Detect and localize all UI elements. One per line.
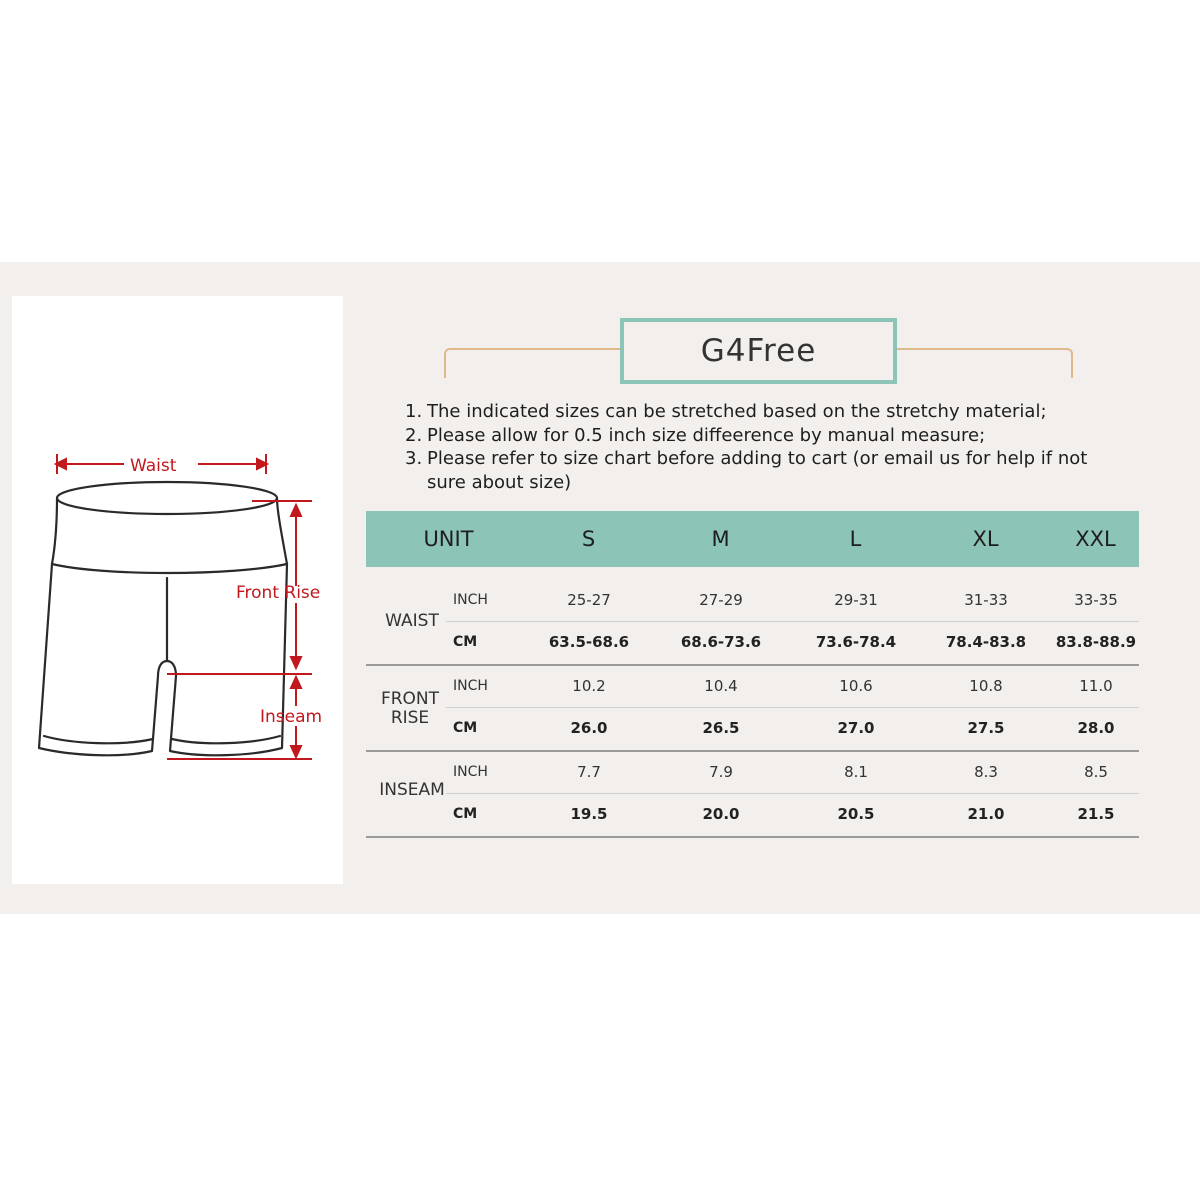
note-text: The indicated sizes can be stretched based on the stretchy material; <box>427 401 1047 422</box>
value-cell: 83.8-88.9 <box>1055 633 1137 651</box>
table-group-waist <box>366 580 1139 666</box>
value-cell: 7.7 <box>577 763 601 781</box>
value-cell: 27-29 <box>699 591 743 609</box>
header-size-m: M <box>711 527 730 551</box>
brand-name: G4Free <box>700 333 817 369</box>
group-name: WAIST <box>385 611 439 631</box>
value-cell: 10.4 <box>704 677 738 695</box>
value-cell: 78.4-83.8 <box>945 633 1027 651</box>
table-row <box>446 622 1139 663</box>
note-text: Please refer to size chart before adding to cart (or email us for help if not sure about size) <box>427 448 1088 493</box>
note-text: Please allow for 0.5 inch size diffeerence by manual measure; <box>427 424 986 446</box>
value-cell: 25-27 <box>567 591 611 609</box>
unit-cell: CM <box>453 634 478 650</box>
value-cell: 33-35 <box>1074 591 1118 609</box>
value-cell: 8.1 <box>844 763 868 781</box>
value-cell: 63.5-68.6 <box>548 633 630 651</box>
value-cell: 29-31 <box>834 591 878 609</box>
value-cell: 19.5 <box>570 805 608 823</box>
value-cell: 7.9 <box>709 763 733 781</box>
table-row <box>446 580 1139 622</box>
unit-cell: INCH <box>453 592 488 608</box>
unit-cell: CM <box>453 806 478 822</box>
header-size-l: L <box>849 527 862 551</box>
value-cell: 26.5 <box>702 719 740 737</box>
value-cell: 21.5 <box>1077 805 1115 823</box>
size-notes <box>405 400 1125 494</box>
waist-label: Waist <box>130 456 177 476</box>
note-item <box>405 400 1125 424</box>
brand-bracket-left <box>444 348 622 378</box>
unit-cell: INCH <box>453 764 488 780</box>
table-group-front-rise <box>366 666 1139 752</box>
shorts-outline <box>39 482 287 755</box>
shorts-diagram-card <box>12 296 343 884</box>
value-cell: 8.5 <box>1084 763 1108 781</box>
table-row <box>446 752 1139 794</box>
inseam-label: Inseam <box>260 707 323 727</box>
value-cell: 21.0 <box>967 805 1005 823</box>
note-number: 3. <box>405 448 423 469</box>
table-row <box>446 794 1139 835</box>
unit-cell: CM <box>453 720 478 736</box>
table-group-inseam <box>366 752 1139 838</box>
size-table <box>366 511 1139 838</box>
note-item <box>405 447 1125 494</box>
value-cell: 11.0 <box>1079 677 1113 695</box>
value-cell: 31-33 <box>964 591 1008 609</box>
unit-cell: INCH <box>453 678 488 694</box>
table-row <box>446 666 1139 708</box>
brand-bracket-right <box>897 348 1073 378</box>
value-cell: 20.5 <box>837 805 875 823</box>
header-unit: UNIT <box>423 527 474 551</box>
group-name: FRONT RISE <box>380 689 440 728</box>
value-cell: 73.6-78.4 <box>815 633 897 651</box>
front-rise-label: Front Rise <box>236 583 321 603</box>
value-cell: 10.2 <box>572 677 606 695</box>
table-row <box>446 708 1139 749</box>
value-cell: 26.0 <box>570 719 608 737</box>
note-number: 1. <box>405 401 423 422</box>
header-size-s: S <box>581 527 596 551</box>
brand-box <box>620 318 897 384</box>
value-cell: 8.3 <box>974 763 998 781</box>
note-number: 2. <box>405 424 423 446</box>
value-cell: 27.5 <box>967 719 1005 737</box>
group-name: INSEAM <box>379 780 445 800</box>
value-cell: 28.0 <box>1077 719 1115 737</box>
header-size-xxl: XXL <box>1075 527 1116 551</box>
value-cell: 10.6 <box>839 677 873 695</box>
value-cell: 20.0 <box>702 805 740 823</box>
value-cell: 10.8 <box>969 677 1003 695</box>
note-item <box>405 424 1125 448</box>
value-cell: 27.0 <box>837 719 875 737</box>
table-header <box>366 511 1139 567</box>
header-size-xl: XL <box>972 527 999 551</box>
value-cell: 68.6-73.6 <box>680 633 762 651</box>
